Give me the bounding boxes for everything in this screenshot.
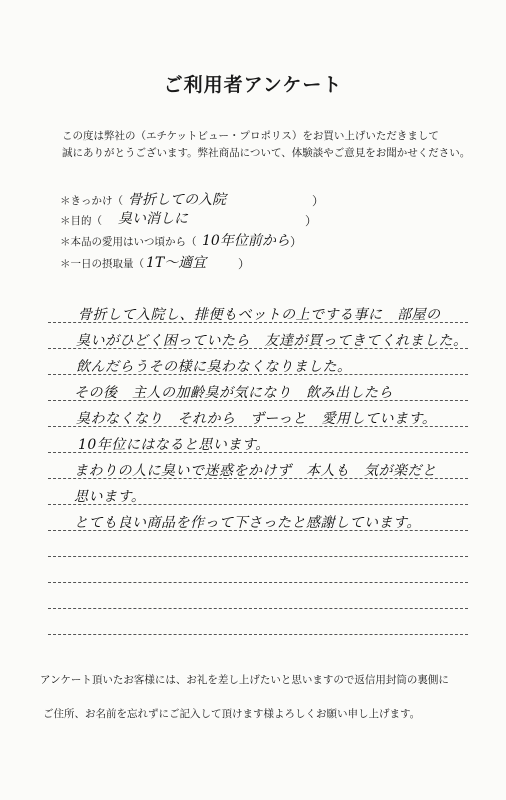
question-since bbox=[60, 234, 197, 249]
question-label: ＊きっかけ（ bbox=[60, 195, 123, 207]
rule-line bbox=[48, 634, 468, 635]
answer-intake: 1T〜適宜 bbox=[146, 255, 207, 271]
page-title: ご利用者アンケート bbox=[163, 74, 343, 96]
answer-since: 10年位前から bbox=[202, 233, 290, 249]
paren-close: ） bbox=[290, 235, 303, 249]
question-label: ＊一日の摂取量（ bbox=[60, 258, 144, 270]
rule-line bbox=[48, 608, 468, 609]
question-trigger bbox=[60, 193, 123, 208]
handwritten-line-2: 臭いがひどく困っていたら 友達が買ってきてくれました。 bbox=[76, 333, 468, 349]
question-intake bbox=[60, 256, 144, 271]
question-label: ＊目的（ bbox=[60, 215, 102, 227]
footer-line-2: ご住所、お名前を忘れずにご記入して頂けます様よろしくお願い申し上げます。 bbox=[43, 708, 421, 720]
handwritten-line-1: 骨折して入院し、排便もベットの上でする事に 部屋の bbox=[78, 307, 441, 323]
question-purpose bbox=[60, 213, 102, 228]
rule-line bbox=[48, 556, 468, 557]
handwritten-line-4: その後 主人の加齢臭が気になり 飲み出したら bbox=[74, 385, 393, 401]
footer-line-1: アンケート頂いたお客様には、お礼を差し上げたいと思いますので返信用封筒の裏側に bbox=[40, 674, 449, 686]
paren-close: ） bbox=[238, 257, 251, 271]
answer-trigger: 骨折しての入院 bbox=[128, 192, 226, 208]
rule-line bbox=[48, 582, 468, 583]
handwritten-line-8: 思います。 bbox=[74, 489, 146, 505]
question-label: ＊本品の愛用はいつ頃から（ bbox=[60, 236, 197, 248]
handwritten-line-9: とても良い商品を作って下さったと感謝しています。 bbox=[74, 515, 421, 531]
handwritten-line-6: 10年位にはなると思います。 bbox=[78, 437, 270, 453]
handwritten-line-5: 臭わなくなり それから ずーっと 愛用しています。 bbox=[76, 411, 437, 427]
handwritten-line-3: 飲んだらうその様に臭わなくなりました。 bbox=[76, 359, 352, 375]
paren-close: ） bbox=[305, 214, 318, 228]
intro-line-2: 誠にありがとうございます。弊社商品について、体験談やご意見をお聞かせください。 bbox=[62, 147, 471, 159]
handwritten-line-7: まわりの人に臭いで迷惑をかけず 本人も 気が楽だと bbox=[74, 463, 437, 479]
intro-line-1: この度は弊社の（エチケットビュー・プロポリス）をお買い上げいただきまして bbox=[62, 130, 439, 142]
answer-purpose: 臭い消しに bbox=[118, 211, 188, 227]
paren-close: ） bbox=[312, 194, 325, 208]
